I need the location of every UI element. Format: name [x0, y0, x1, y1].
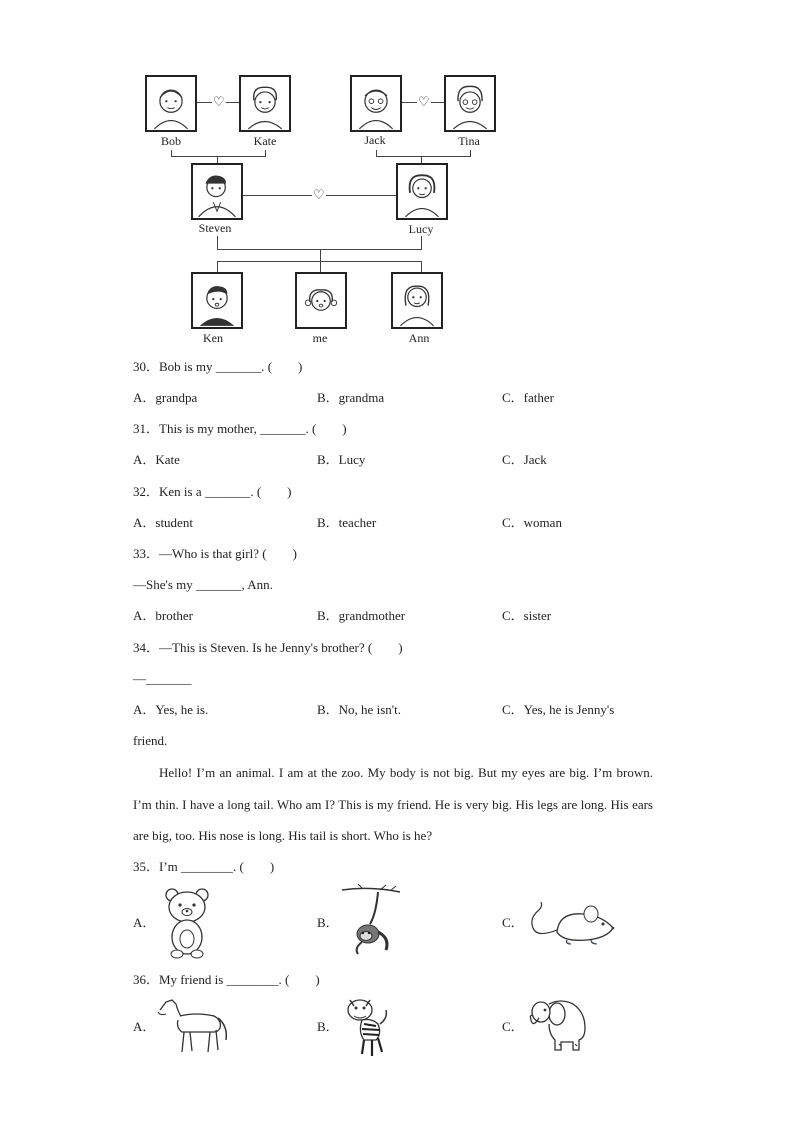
- question-31-option-b[interactable]: B．Lucy: [317, 452, 366, 467]
- mouse-picture: [527, 900, 617, 946]
- tina-name: Tina: [458, 134, 480, 148]
- ann-name: Ann: [408, 331, 430, 345]
- question-31-option-a[interactable]: A．Kate: [133, 452, 180, 467]
- question-31-option-c[interactable]: C．Jack: [502, 452, 547, 467]
- question-35-stem: 35．I’m ________. ( ): [133, 859, 275, 874]
- question-32-stem: 32．Ken is a _______. ( ): [133, 484, 292, 499]
- question-34-dialogue: —_______: [133, 671, 192, 686]
- zebra-picture: [342, 996, 392, 1058]
- question-34-option-b[interactable]: B．No, he isn't.: [317, 702, 401, 717]
- steven-name: Steven: [198, 221, 232, 235]
- question-36-option-a[interactable]: A．: [133, 1019, 156, 1034]
- lucy-name: Lucy: [408, 222, 434, 236]
- lucy-portrait: [396, 163, 448, 220]
- question-36-option-c[interactable]: C．: [502, 1019, 524, 1034]
- question-34-option-a[interactable]: A．Yes, he is.: [133, 702, 209, 717]
- question-34-option-c-continuation: friend.: [133, 733, 168, 748]
- heart-icon: ♡: [418, 94, 430, 109]
- heart-icon: ♡: [213, 94, 225, 109]
- question-32-option-b[interactable]: B．teacher: [317, 515, 377, 530]
- question-31-stem: 31．This is my mother, _______. ( ): [133, 421, 347, 436]
- bob-portrait: [145, 75, 197, 132]
- question-35-option-b[interactable]: B．: [317, 915, 339, 930]
- ken-name: Ken: [203, 331, 223, 345]
- question-33-option-c[interactable]: C．sister: [502, 608, 552, 623]
- steven-portrait: [191, 163, 243, 220]
- question-36-option-b[interactable]: B．: [317, 1019, 339, 1034]
- question-33-dialogue: —She's my _______, Ann.: [133, 577, 273, 592]
- tina-portrait: [444, 75, 496, 132]
- question-34-stem: 34．—This is Steven. Is he Jenny's brother? ( ): [133, 640, 403, 655]
- question-32-option-c[interactable]: C．woman: [502, 515, 562, 530]
- question-33-option-a[interactable]: A．brother: [133, 608, 193, 623]
- reading-passage: Hello! I’m an animal. I am at the zoo. My body is not big. But my eyes are big. I’m brown. I’m thin. I have a long tail. Who am I? This is my friend. He is very big. His legs are long. His ears are big, too. His nose is long. His tail is short. Who is he?: [133, 765, 653, 843]
- question-30-option-c[interactable]: C．father: [502, 390, 554, 405]
- question-35-option-c[interactable]: C．: [502, 915, 524, 930]
- monkey-picture: [340, 884, 402, 956]
- kate-name: Kate: [253, 134, 277, 148]
- elephant-picture: [527, 994, 591, 1056]
- question-33-option-b[interactable]: B．grandmother: [317, 608, 406, 623]
- bear-picture: [160, 885, 214, 959]
- jack-portrait: [350, 75, 402, 132]
- question-35-option-a[interactable]: A．: [133, 915, 156, 930]
- kate-portrait: [239, 75, 291, 132]
- bob-name: Bob: [160, 134, 181, 148]
- question-34-option-c[interactable]: C．Yes, he is Jenny's: [502, 702, 615, 717]
- question-36-stem: 36．My friend is ________. ( ): [133, 972, 320, 987]
- question-30-option-a[interactable]: A．grandpa: [133, 390, 198, 405]
- question-33-stem: 33．—Who is that girl? ( ): [133, 546, 297, 561]
- question-30-stem: 30．Bob is my _______. ( ): [133, 359, 303, 374]
- heart-icon: ♡: [313, 187, 325, 202]
- ann-portrait: [391, 272, 443, 329]
- jack-name: Jack: [364, 133, 386, 147]
- me-name: me: [312, 331, 328, 345]
- ken-portrait: [191, 272, 243, 329]
- horse-picture: [156, 996, 230, 1054]
- question-30-option-b[interactable]: B．grandma: [317, 390, 385, 405]
- question-32-option-a[interactable]: A．student: [133, 515, 193, 530]
- me-portrait: [295, 272, 347, 329]
